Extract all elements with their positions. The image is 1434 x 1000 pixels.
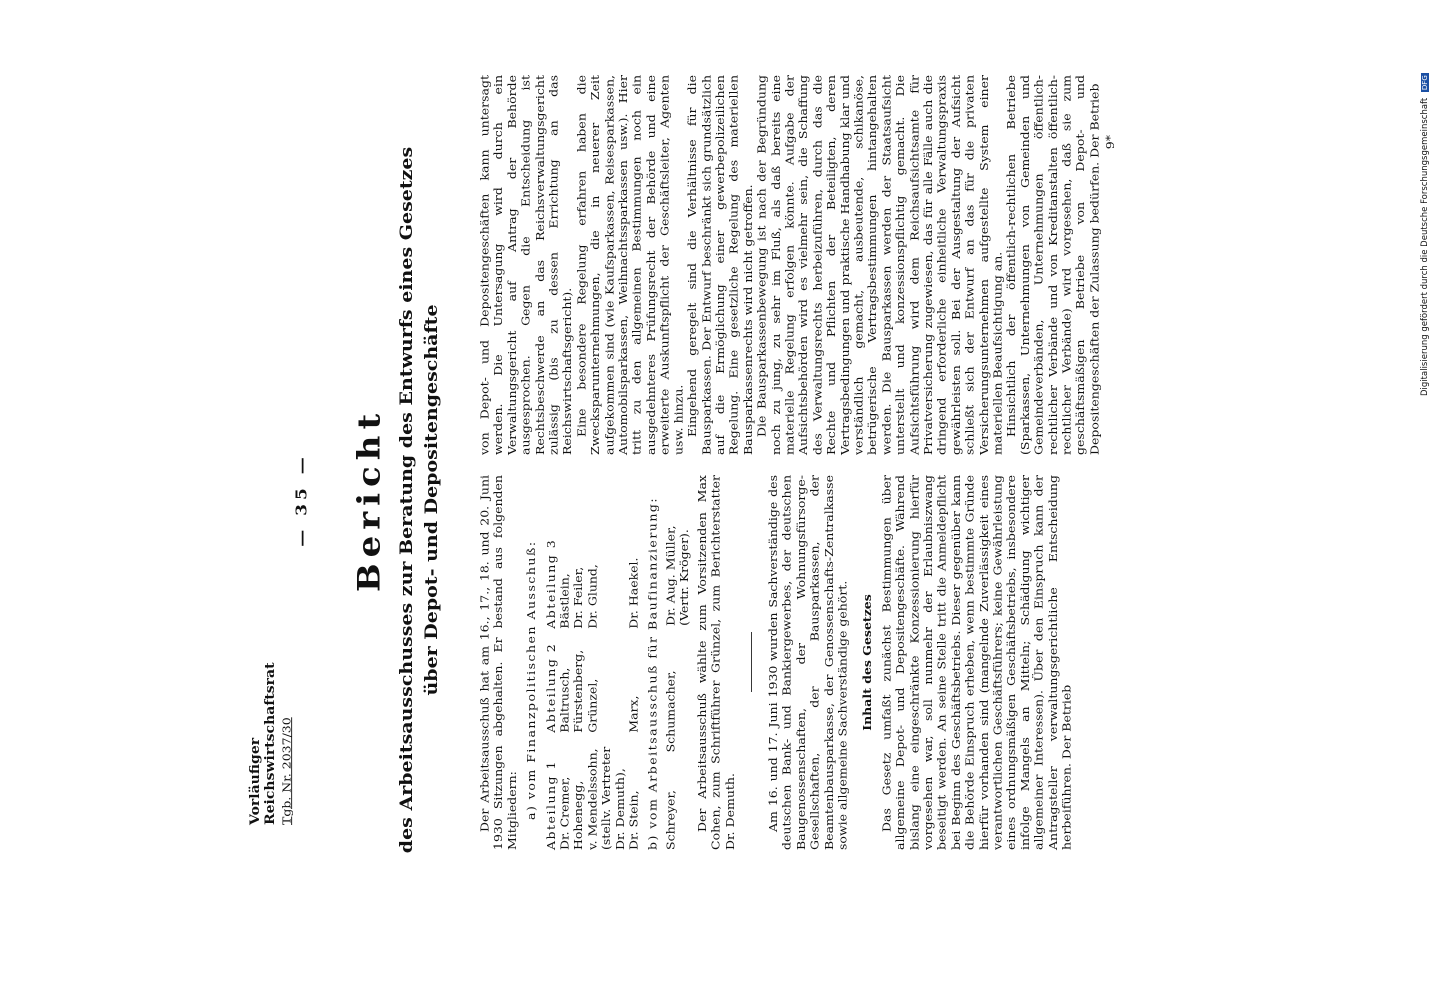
member-cell: Baltrusch, [557,667,572,733]
signature-mark: 9* [1103,135,1117,150]
left-column [478,475,1074,850]
member-note: (Vertr. Kröger). [677,529,692,626]
digitization-note: Digitalisierung gefördert durch die Deutsche Forschungsgemeinschaft [1420,97,1430,396]
section-b-heading: b) vom Arbeitsausschuß für Baufinanzierung: [646,496,660,850]
content-heading: Inhalt des Gesetzes [860,594,874,731]
doc-number: Tgb. Nr. 2037/30 [279,717,293,825]
member-cell: Dr. Feiler, [571,566,585,629]
member-cell: Schreyer, [663,789,678,850]
right-paragraph-5: Hinsichtlich der öffentlich-rechtlichen Betriebe (Sparkassen, Unternehmungen von Gemeinden und Gemeindeverbänden, Unternehmungen öffentlich-rechtlicher Verbände und von Kreditanstalten öffentlich-rechtlicher Verbände) wird vorgesehen, daß sie zum geschäftsmäßigen Betriebe von Depot- und Depositengeschäften der Zulassung bedürfen. Der Betrieb [1004,75,1102,455]
right-paragraph-2: Eine besondere Regelung erfahren haben die Zwecksparunternehmungen, die in neuerer Zeit aufgekommen sind (wie Kaufsparkassen, Reisesparkassen, Automobilsparkassen, Weihnachtssparkassen usw.). Hier tritt zu den allgemeinen Bestimmungen noch ein ausgedehnteres Prüfungsrecht der Behörde und eine erweiterte Auskunftspflicht der Geschäftsleiter, Agenten usw. hinzu. [574,75,686,455]
org-header [248,645,294,825]
member-cell: Marx, [626,695,641,733]
section-a-heading: a) vom Finanzpolitischen Ausschuß: [524,540,538,820]
members-header: Abteilung 2 [543,642,558,733]
page-number: — 35 — [293,453,311,547]
member-cell: Dr. Stein, [626,790,641,850]
member-cell: Schumacher, [663,670,678,753]
member-cell: Grünzel, [585,678,599,733]
right-column [478,75,1118,455]
member-cell: Bästlein, [557,573,572,629]
member-cell: (stellv. Vertreter [599,746,613,850]
dfg-logo: DFG [1421,75,1429,91]
rotated-page [230,0,1310,1000]
member-cell: Dr. Demuth), [613,768,627,850]
members-table [544,525,641,850]
member-cell: Dr. Aug. Müller, [663,525,678,626]
content-paragraph: Das Gesetz umfaßt zunächst Bestimmungen über allgemeine Depot- und Depositengeschäfte. Während bislang eine eingeschränkte Konzessionierung hierfür vorgesehen war, soll nunmehr der Erlaubniszwang beseitigt werden. An seine Stelle tritt die Anmeldepflicht bei Beginn des Geschäftsbetriebs. Dieser gegenüber kann die Behörde Einspruch erheben, wenn bestimmte Gründe hierfür vorhanden sind (mangelnde Zuverlässigkeit eines verantwortlichen Geschäftsführers; keine Gewährleistung eines ordnungsmäßigen Geschäftsbetriebs, insbesondere infolge Mangels an Mitteln; Schädigung wichtiger allgemeiner Interessen). Über den Einspruch kann der Antragsteller verwaltungsgerichtliche Entscheidung herbeiführen. Der Betrieb [879,475,1074,850]
member-cell: Dr. Glund, [585,564,599,629]
members-header: Abteilung 3 [543,538,558,629]
b-members-table [664,475,692,850]
intro-paragraph: Der Arbeitsausschuß hat am 16., 17., 18. und 20. Juni 1930 Sitzungen abgehalten. Er bestand aus folgenden Mitgliedern: [477,475,519,850]
member-cell: Hohenegg, [571,780,585,850]
right-paragraph-4: Die Bausparkassenbewegung ist nach der Begründung noch zu jung, zu sehr im Fluß, als daß bereits eine materielle Regelung erfolgen könnte. Aufgabe der Aufsichtsbehörden wird es vielmehr sein, die Schaffung des Verwaltungsrechts herbeizuführen, durch das die Rechte und Pflichten der Beteiligten, deren Vertragsbedingungen und praktische Handhabung klar und verständlich gemacht, ausbeutende, schikanöse, betrügerische Vertragsbestimmungen hintangehalten werden. Die Bausparkassen werden der Staatsaufsicht unterstellt und konzessionspflichtig gemacht. Die Aufsichtsführung wird dem Reichsaufsichtsamte für Privatversicherung zugewiesen, das für alle Fälle auch die dringend erforderliche einheitliche Verwaltungspraxis gewährleisten soll. Bei der Ausgestaltung der Aufsicht schließt sich der Entwurf an das für die privaten Versicherungsunternehmen aufgestellte System einer materiellen Beaufsichtigung an. [754,75,1005,455]
report-title: Bericht [351,407,388,593]
report-subtitle-2: über Depot- und Depositengeschäfte [421,304,442,696]
chair-paragraph: Der Arbeitsausschuß wählte zum Vorsitzenden Max Cohen, zum Schriftführer Grünzel, zum Berichterstatter Dr. Demuth. [695,475,737,850]
org-line-2: Reichswirtschaftsrat [263,662,278,825]
member-cell: v. Mendelssohn, [585,748,599,850]
experts-paragraph: Am 16. und 17. Juni 1930 wurden Sachverständige des deutschen Bank- und Bankiergewerbes, der deutschen Baugenossenschaften, der Wohnungsfürsorge-Gesellschaften, der Bausparkassen, der Beamtenbausparkasse, der Genossenschafts-Zentralkasse sowie allgemeine Sachverständige gehört. [766,475,850,850]
right-paragraph-3: Eingehend geregelt sind die Verhältnisse für die Bausparkassen. Der Entwurf beschränkt sich grundsätzlich auf die Ermöglichung einer gewerbepolizeilichen Regelung. Eine gesetzliche Regelung des materiellen Bausparkassenrechts wird nicht getroffen. [685,75,755,455]
member-cell: Dr. Cremer, [557,776,572,850]
section-divider [751,633,752,693]
report-subtitle-1: des Arbeitsausschusses zur Beratung des Entwurfs eines Gesetzes [396,146,417,854]
members-header: Abteilung 1 [543,760,558,850]
digitization-sidebar [1420,6,1432,396]
member-cell: Dr. Haekel. [626,557,641,629]
member-cell: Fürstenberg, [571,649,585,733]
org-line-1: Vorläufiger [248,737,263,825]
right-paragraph-1: von Depot- und Depositengeschäften kann untersagt werden. Die Untersagung wird durch ein Verwaltungsgericht auf Antrag der Behörde ausgesprochen. Gegen die Entscheidung ist Rechtsbeschwerde an das Reichsverwaltungsgericht zulässig (bis zu dessen Errichtung an das Reichswirtschaftsgericht). [477,75,575,455]
